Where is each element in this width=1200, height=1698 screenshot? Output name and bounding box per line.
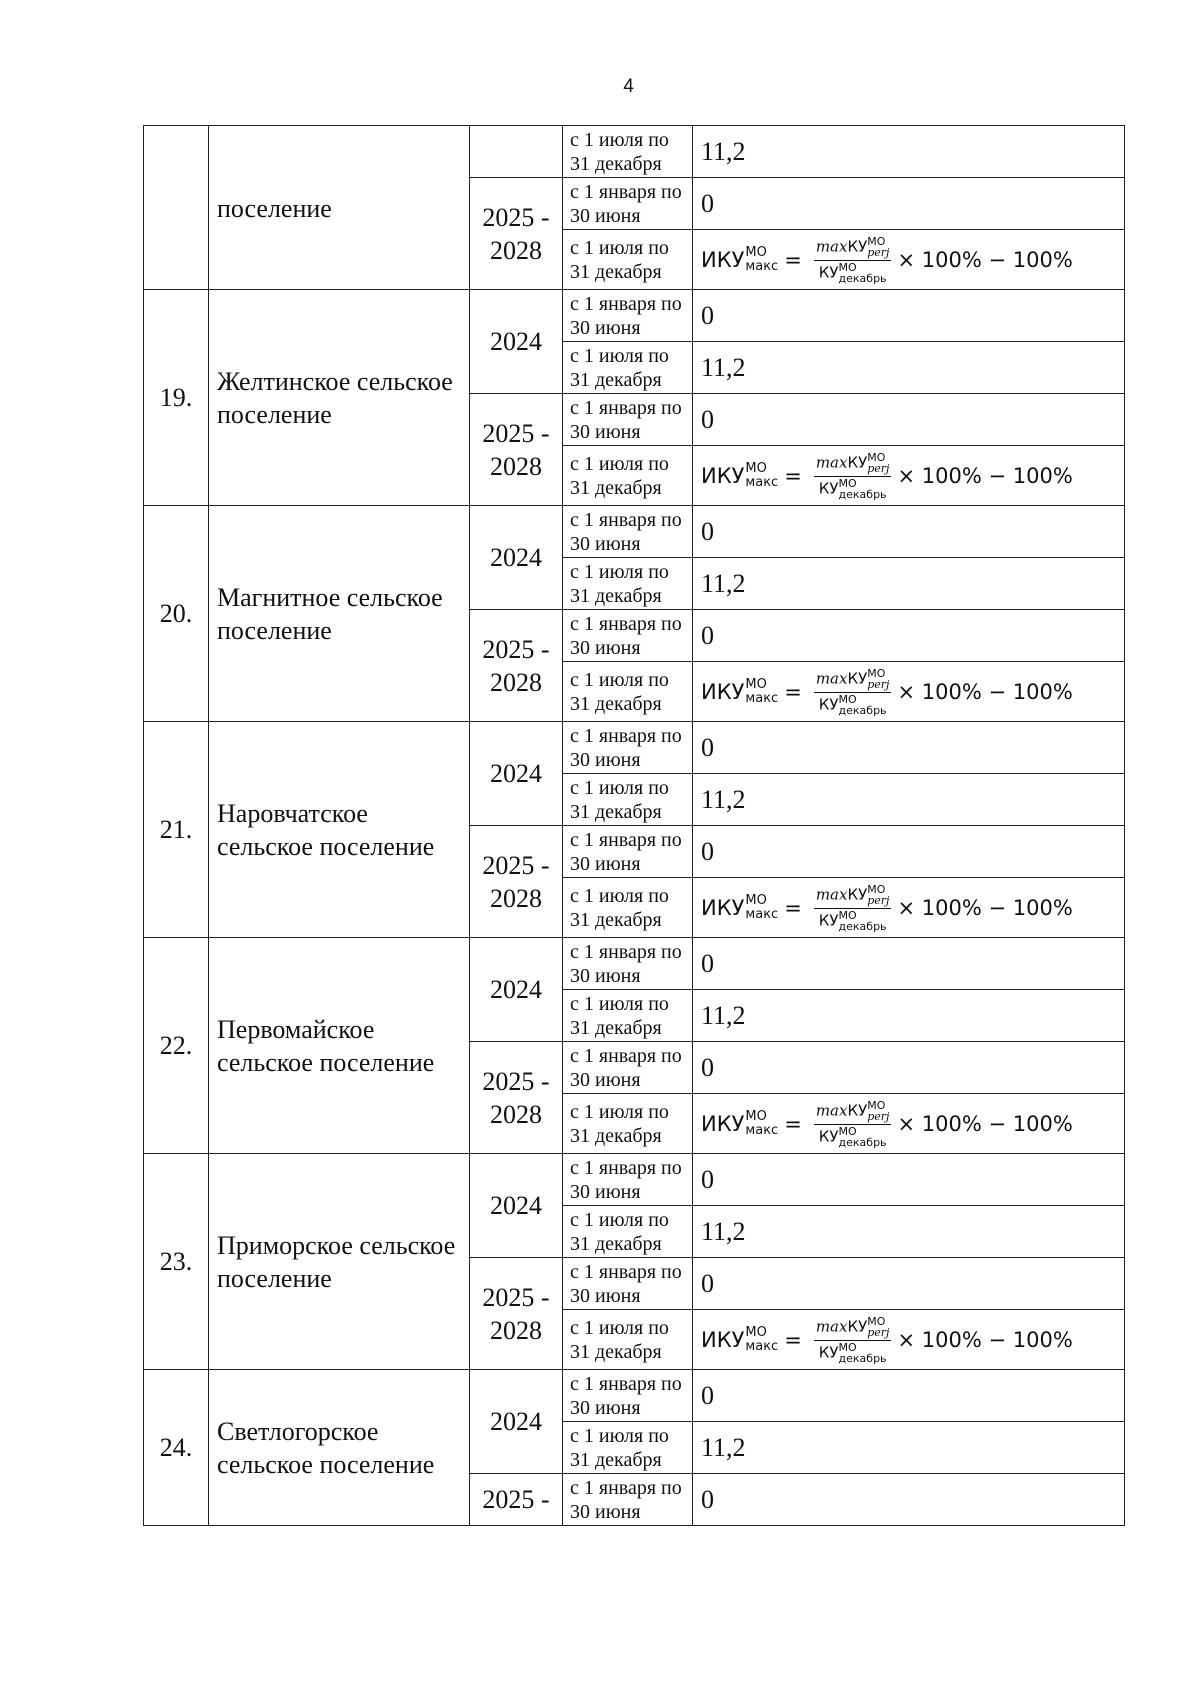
period-cell: с 1 января по 30 июня [563,290,693,342]
formula-den-sup: МО [838,908,857,922]
formula-num-prefix: max [815,1317,848,1335]
number-cell: 20. [144,506,209,722]
formula-tail: × 100% − 100% [897,1327,1073,1352]
formula-num-prefix: max [815,453,848,471]
formula-lhs-sub: макс [745,1338,779,1354]
formula-den-sup: МО [838,260,857,274]
formula-den-sub: декабрь [838,1135,887,1149]
year-range-end: 2028 [490,883,542,913]
value-cell [693,878,1125,938]
period-cell: с 1 июля по 31 декабря [563,230,693,290]
formula-lhs-sub: макс [745,474,779,490]
formula-fraction [814,1316,892,1364]
value-cell [693,230,1125,290]
formula-lhs-sub: макс [745,1122,779,1138]
period-cell: с 1 января по 30 июня [563,394,693,446]
formula-lhs-sup: МО [745,460,767,476]
year-cell: 2024 [470,290,563,394]
formula-num-sub: perj [867,677,890,691]
formula-den-sub: декабрь [838,271,887,285]
formula-num-main: КУ [847,453,868,471]
formula-lhs-sup: МО [745,676,767,692]
formula-den-sub: декабрь [838,1351,887,1365]
year-range-start: 2025 - [482,202,550,232]
period-cell: с 1 января по 30 июня [563,938,693,990]
value-cell: 11,2 [693,126,1125,178]
period-cell: с 1 июля по 31 декабря [563,1094,693,1154]
period-cell: с 1 июля по 31 декабря [563,878,693,938]
formula-lhs: ИКУ [701,895,745,920]
value-cell: 11,2 [693,342,1125,394]
period-cell: с 1 июля по 31 декабря [563,1206,693,1258]
index-formula [701,452,1124,500]
formula-den-sub: декабрь [838,919,887,933]
index-formula [701,884,1124,932]
value-cell: 11,2 [693,990,1125,1042]
period-cell: с 1 июля по 31 декабря [563,446,693,506]
formula-lhs-sub: макс [745,690,779,706]
settlement-name-cell: Магнитное сельское поселение [209,506,470,722]
period-cell: с 1 июля по 31 декабря [563,1422,693,1474]
year-cell: 2024 [470,1154,563,1258]
year-cell [470,610,563,722]
formula-den-sup: МО [838,476,857,490]
formula-num-sup: МО [867,234,886,248]
year-cell: 2024 [470,938,563,1042]
formula-lhs: ИКУ [701,1111,745,1136]
settlement-name-cell: поселение [209,126,470,290]
formula-den-main: КУ [818,1343,839,1361]
period-cell: с 1 июля по 31 декабря [563,1310,693,1370]
formula-num-sup: МО [867,1098,886,1112]
formula-num-sub: perj [867,893,890,907]
formula-num-prefix: max [815,669,848,687]
table-row [144,126,1125,178]
formula-lhs: ИКУ [701,679,745,704]
table-row [144,506,1125,558]
formula-num-prefix: max [815,885,848,903]
value-cell [693,662,1125,722]
settlement-name-cell: Желтинское сельское поселение [209,290,470,506]
formula-lhs-sup: МО [745,1108,767,1124]
formula-fraction [814,1100,892,1148]
period-cell: с 1 января по 30 июня [563,1370,693,1422]
formula-lhs-sub: макс [745,258,779,274]
formula-lhs: ИКУ [701,247,745,272]
number-cell: 21. [144,722,209,938]
period-cell: с 1 января по 30 июня [563,1258,693,1310]
year-cell [470,126,563,178]
formula-tail: × 100% − 100% [897,679,1073,704]
period-cell: с 1 января по 30 июня [563,1474,693,1526]
formula-eq: = [784,679,802,704]
formula-lhs-sup: МО [745,892,767,908]
page-number: 4 [623,76,634,97]
number-cell: 23. [144,1154,209,1370]
formula-lhs: ИКУ [701,463,745,488]
period-cell: с 1 июля по 31 декабря [563,990,693,1042]
formula-den-sub: декабрь [838,703,887,717]
formula-den-main: КУ [818,911,839,929]
formula-num-sup: МО [867,666,886,680]
formula-eq: = [784,895,802,920]
value-cell: 0 [693,290,1125,342]
settlement-name-cell: Светлогорское сельское поселение [209,1370,470,1526]
value-cell: 0 [693,1370,1125,1422]
year-range-end: 2028 [490,451,542,481]
year-range-end: 2028 [490,1099,542,1129]
year-cell [470,1042,563,1154]
value-cell [693,1310,1125,1370]
year-range-start: 2025 - [482,1066,550,1096]
number-cell [144,126,209,290]
formula-num-sup: МО [867,1314,886,1328]
formula-den-sub: декабрь [838,487,887,501]
table-row [144,290,1125,342]
value-cell: 0 [693,938,1125,990]
period-cell: с 1 июля по 31 декабря [563,662,693,722]
year-cell [470,1258,563,1370]
index-formula [701,236,1124,284]
index-formula [701,668,1124,716]
value-cell: 0 [693,506,1125,558]
formula-eq: = [784,1327,802,1352]
value-cell: 11,2 [693,558,1125,610]
formula-num-main: КУ [847,669,868,687]
table-row [144,938,1125,990]
formula-num-main: КУ [847,1317,868,1335]
formula-num-sup: МО [867,450,886,464]
year-range-start: 2025 - [482,850,550,880]
year-cell: 2025 - [470,1474,563,1526]
period-cell: с 1 января по 30 июня [563,722,693,774]
year-range-end: 2028 [490,1315,542,1345]
value-cell: 11,2 [693,774,1125,826]
value-cell [693,1094,1125,1154]
period-cell: с 1 января по 30 июня [563,826,693,878]
formula-den-sup: МО [838,1340,857,1354]
formula-num-sub: perj [867,461,890,475]
period-cell: с 1 января по 30 июня [563,610,693,662]
formula-den-main: КУ [818,695,839,713]
period-cell: с 1 июля по 31 декабря [563,774,693,826]
formula-num-sub: perj [867,1325,890,1339]
formula-fraction [814,884,892,932]
value-cell [693,446,1125,506]
settlement-name-cell: Первомайское сельское поселение [209,938,470,1154]
year-range-end: 2028 [490,235,542,265]
value-cell: 0 [693,826,1125,878]
value-cell: 0 [693,1154,1125,1206]
formula-lhs-sub: макс [745,906,779,922]
settlement-name-cell: Наровчатское сельское поселение [209,722,470,938]
table-row [144,1154,1125,1206]
period-cell: с 1 июля по 31 декабря [563,558,693,610]
table-row [144,722,1125,774]
formula-fraction [814,452,892,500]
formula-num-sub: perj [867,1109,890,1123]
period-cell: с 1 июля по 31 декабря [563,342,693,394]
period-cell: с 1 января по 30 июня [563,1154,693,1206]
formula-tail: × 100% − 100% [897,247,1073,272]
formula-num-main: КУ [847,1101,868,1119]
value-cell: 0 [693,610,1125,662]
number-cell: 22. [144,938,209,1154]
value-cell: 11,2 [693,1422,1125,1474]
formula-tail: × 100% − 100% [897,1111,1073,1136]
formula-lhs: ИКУ [701,1327,745,1352]
settlement-name-cell: Приморское сельское поселение [209,1154,470,1370]
year-range-start: 2025 - [482,634,550,664]
period-cell: с 1 июля по 31 декабря [563,126,693,178]
year-cell: 2024 [470,722,563,826]
formula-den-main: КУ [818,263,839,281]
formula-den-sup: МО [838,1124,857,1138]
year-cell [470,826,563,938]
formula-fraction [814,236,892,284]
value-cell: 0 [693,1474,1125,1526]
formula-num-sup: МО [867,882,886,896]
formula-num-main: КУ [847,885,868,903]
value-cell: 0 [693,1042,1125,1094]
formula-lhs-sup: МО [745,1324,767,1340]
value-cell: 0 [693,178,1125,230]
year-cell: 2024 [470,1370,563,1474]
formula-eq: = [784,463,802,488]
formula-den-sup: МО [838,692,857,706]
year-cell: 2024 [470,506,563,610]
index-formula [701,1100,1124,1148]
value-cell: 0 [693,1258,1125,1310]
index-formula [701,1316,1124,1364]
period-cell: с 1 января по 30 июня [563,1042,693,1094]
formula-eq: = [784,1111,802,1136]
value-cell: 0 [693,722,1125,774]
formula-num-prefix: max [815,1101,848,1119]
formula-tail: × 100% − 100% [897,895,1073,920]
formula-num-sub: perj [867,245,890,259]
year-range-start: 2025 - [482,1282,550,1312]
value-cell: 0 [693,394,1125,446]
formula-eq: = [784,247,802,272]
value-cell: 11,2 [693,1206,1125,1258]
year-range-start: 2025 - [482,418,550,448]
formula-lhs-sup: МО [745,244,767,260]
table-row [144,1370,1125,1422]
year-range-end: 2028 [490,667,542,697]
tariff-index-table [143,125,1125,1526]
number-cell: 24. [144,1370,209,1526]
formula-tail: × 100% − 100% [897,463,1073,488]
formula-den-main: КУ [818,1127,839,1145]
formula-den-main: КУ [818,479,839,497]
year-cell [470,178,563,290]
formula-fraction [814,668,892,716]
number-cell: 19. [144,290,209,506]
period-cell: с 1 января по 30 июня [563,506,693,558]
period-cell: с 1 января по 30 июня [563,178,693,230]
year-cell [470,394,563,506]
formula-num-main: КУ [847,237,868,255]
formula-num-prefix: max [815,237,848,255]
